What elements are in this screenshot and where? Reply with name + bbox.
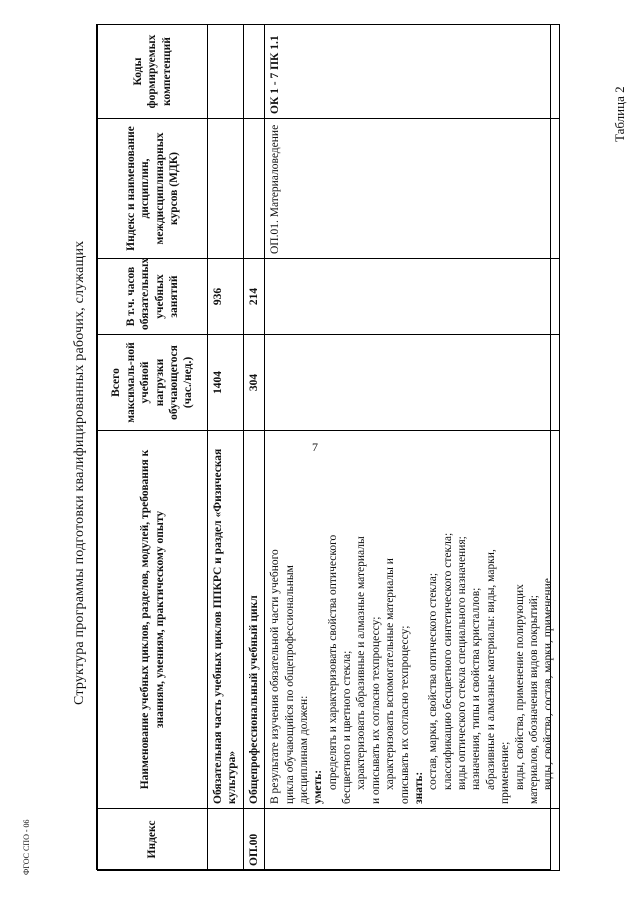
table-row: [265, 25, 560, 871]
detail-max-load: [265, 335, 560, 431]
requirement-line: цикла обучающийся по общепрофессиональным: [283, 565, 296, 804]
row-mdk: [243, 119, 264, 259]
requirement-line: определять и характеризовать свойства оптического: [326, 534, 339, 790]
row-mdk: [208, 119, 244, 259]
header-hours: В т.ч. часов обязательных учебных занятий: [98, 259, 208, 335]
row-max-load: 304: [243, 335, 264, 431]
detail-codes: ОК 1 - 7 ПК 1.1: [265, 25, 560, 119]
footer-text: ФГОС СПО - 06: [22, 819, 31, 875]
requirement-line: материалов, обозначения видов покрытий;: [527, 595, 540, 804]
requirement-line: дисциплинам должен:: [297, 695, 310, 804]
requirement-line: В результате изучения обязательной части учебного: [269, 549, 282, 804]
requirement-line: уметь:: [312, 769, 325, 804]
requirement-line: и описывать их согласно техпроцессу;: [369, 616, 382, 804]
header-index: Индекс: [98, 809, 208, 871]
detail-mdk: ОП.01. Материаловедение: [265, 119, 560, 259]
detail-requirements: [265, 431, 560, 809]
header-max-load: Всего максималь-ной учебной нагрузки обучающегося (час./нед.): [98, 335, 208, 431]
requirement-line: назначения, типы и свойства кристаллов;: [470, 587, 483, 790]
requirement-line: состав, марки, свойства оптического стекла;: [427, 572, 440, 790]
requirement-line: характеризовать вспомогательные материалы и: [384, 558, 397, 790]
row-max-load: 1404: [208, 335, 244, 431]
row-index: ОП.00: [243, 809, 264, 871]
requirement-line: знать:: [412, 771, 425, 804]
requirement-line: классификацию бесцветного синтетического стекла;: [441, 532, 454, 790]
table-frame: [96, 24, 555, 870]
requirement-line: применение;: [499, 741, 512, 804]
row-codes: [208, 25, 244, 119]
table-row: [208, 25, 244, 871]
row-name: Обязательная часть учебных циклов ППКРС и раздел «Физическая культура»: [208, 431, 244, 809]
detail-index: [265, 809, 560, 871]
header-row: [98, 25, 208, 871]
requirement-line: бесцветного и цветного стекла;: [341, 650, 353, 804]
document-title: Структура программы подготовки квалифицированных рабочих, служащих: [72, 240, 87, 705]
table-row: [243, 25, 264, 871]
requirement-line: виды оптического стекла специального назначения;: [456, 536, 468, 790]
row-index: [208, 809, 244, 871]
requirement-line: виды, свойства, состав, марки, применение: [542, 578, 555, 790]
header-mdk: Индекс и наименование дисциплин, междисциплинарных курсов (МДК): [98, 119, 208, 259]
row-name: Общепрофессиональный учебный цикл: [243, 431, 264, 809]
header-codes: Коды формируемых компетенций: [98, 25, 208, 119]
row-hours: 214: [243, 259, 264, 335]
table-label: Таблица 2: [612, 86, 627, 142]
requirement-line: описывать их согласно техпроцессу;: [398, 625, 411, 804]
row-codes: [243, 25, 264, 119]
detail-hours: [265, 259, 560, 335]
row-hours: 936: [208, 259, 244, 335]
header-name: Наименование учебных циклов, разделов, модулей, требования к знаниям, умениям, практическому опыту: [98, 431, 208, 809]
requirement-line: абразивные и алмазные материалы: виды, марки,: [484, 549, 497, 790]
page-number: 7: [312, 440, 318, 454]
structure-table: [97, 24, 560, 871]
requirement-line: характеризовать абразивные и алмазные материалы: [355, 536, 368, 790]
requirement-line: виды, свойства, применение полирующих: [513, 584, 526, 790]
